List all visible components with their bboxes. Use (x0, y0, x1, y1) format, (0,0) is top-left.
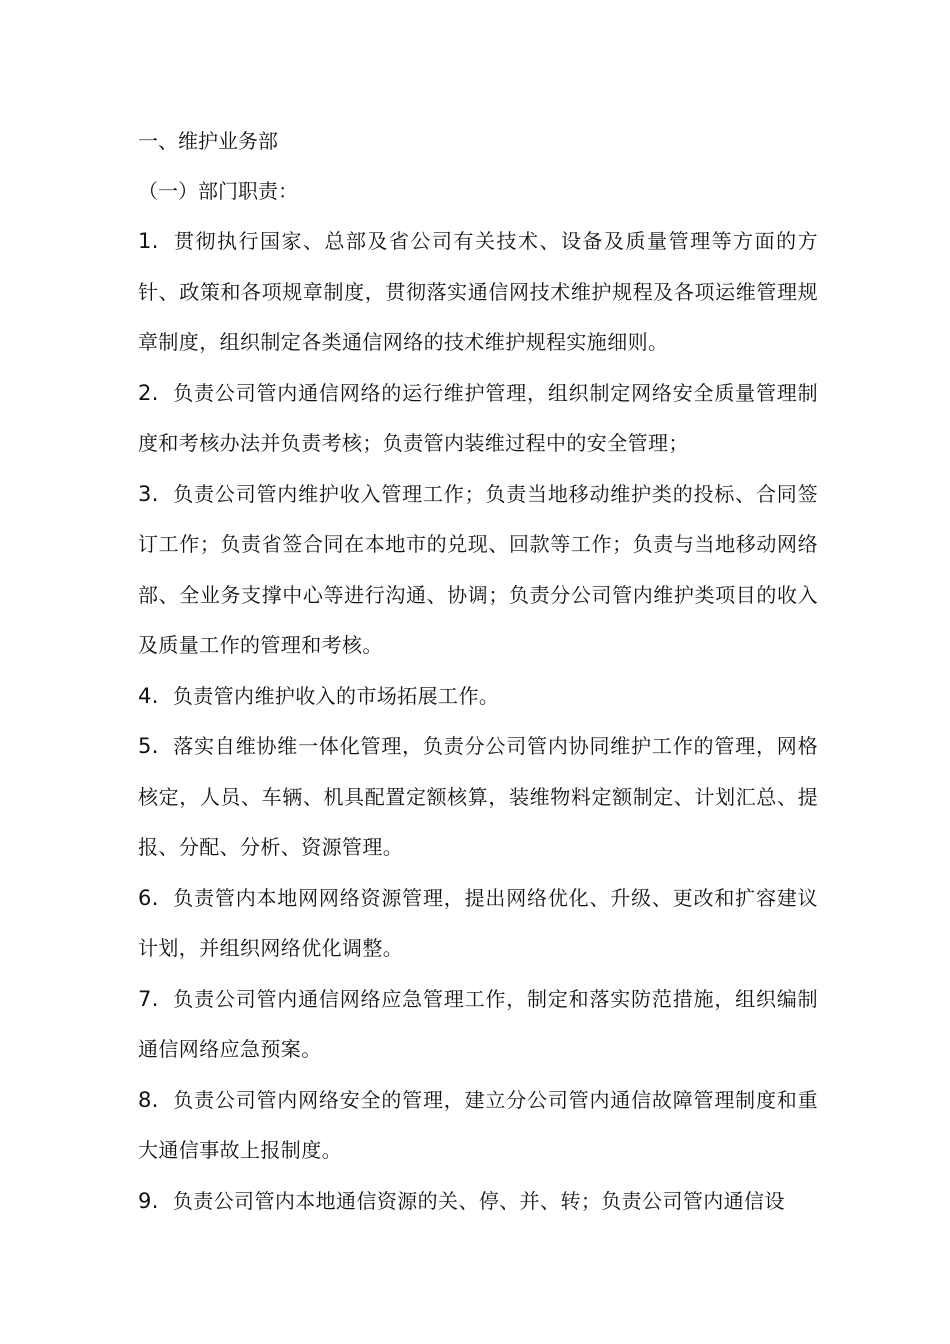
item-text: 负责管内本地网网络资源管理，提出网络优化、升级、更改和扩容建议计划，并组织网络优化调整。 (138, 885, 818, 960)
item-text: 负责公司管内通信网络应急管理工作，制定和落实防范措施，组织编制通信网络应急预案。 (138, 986, 818, 1061)
document-body (138, 116, 818, 1226)
list-item (138, 216, 818, 368)
item-number: 7. (138, 986, 159, 1011)
item-text: 贯彻执行国家、总部及省公司有关技术、设备及质量管理等方面的方针、政策和各项规章制度，贯彻落实通信网技术维护规程及各项运维管理规章制度，组织制定各类通信网络的技术维护规程实施细则。 (138, 229, 818, 354)
item-number: 9. (138, 1188, 159, 1213)
list-item (138, 368, 818, 469)
item-number: 1. (138, 229, 159, 253)
item-text: 负责公司管内通信网络的运行维护管理，组织制定网络安全质量管理制度和考核办法并负责考核；负责管内装维过程中的安全管理； (138, 380, 818, 455)
item-text: 负责公司管内网络安全的管理，建立分公司管内通信故障管理制度和重大通信事故上报制度。 (138, 1087, 818, 1162)
list-item (138, 469, 818, 671)
item-number: 4. (138, 683, 159, 708)
list-item (138, 873, 818, 974)
item-text: 负责公司管内本地通信资源的关、停、并、转；负责公司管内通信设 (172, 1188, 785, 1213)
list-item (138, 1176, 818, 1227)
item-text: 落实自维协维一体化管理，负责分公司管内协同维护工作的管理，网格核定，人员、车辆、机具配置定额核算，装维物料定额制定、计划汇总、提报、分配、分析、资源管理。 (138, 734, 818, 859)
list-item (138, 671, 818, 722)
section-heading: 一、维护业务部 (138, 129, 278, 153)
list-item (138, 721, 818, 873)
list-item (138, 1075, 818, 1176)
item-text: 负责公司管内维护收入管理工作；负责当地移动维护类的投标、合同签订工作；负责省签合同在本地市的兑现、回款等工作；负责与当地移动网络部、全业务支撑中心等进行沟通、协调；负责分公司管内维护类项目的收入及质量工作的管理和考核。 (138, 481, 818, 657)
item-number: 5. (138, 734, 159, 758)
item-number: 3. (138, 481, 159, 506)
item-text: 负责管内维护收入的市场拓展工作。 (172, 683, 500, 708)
list-item (138, 974, 818, 1075)
subsection-heading: （一）部门职责： (138, 179, 298, 203)
item-number: 8. (138, 1087, 159, 1112)
item-number: 2. (138, 380, 159, 405)
item-number: 6. (138, 885, 159, 910)
